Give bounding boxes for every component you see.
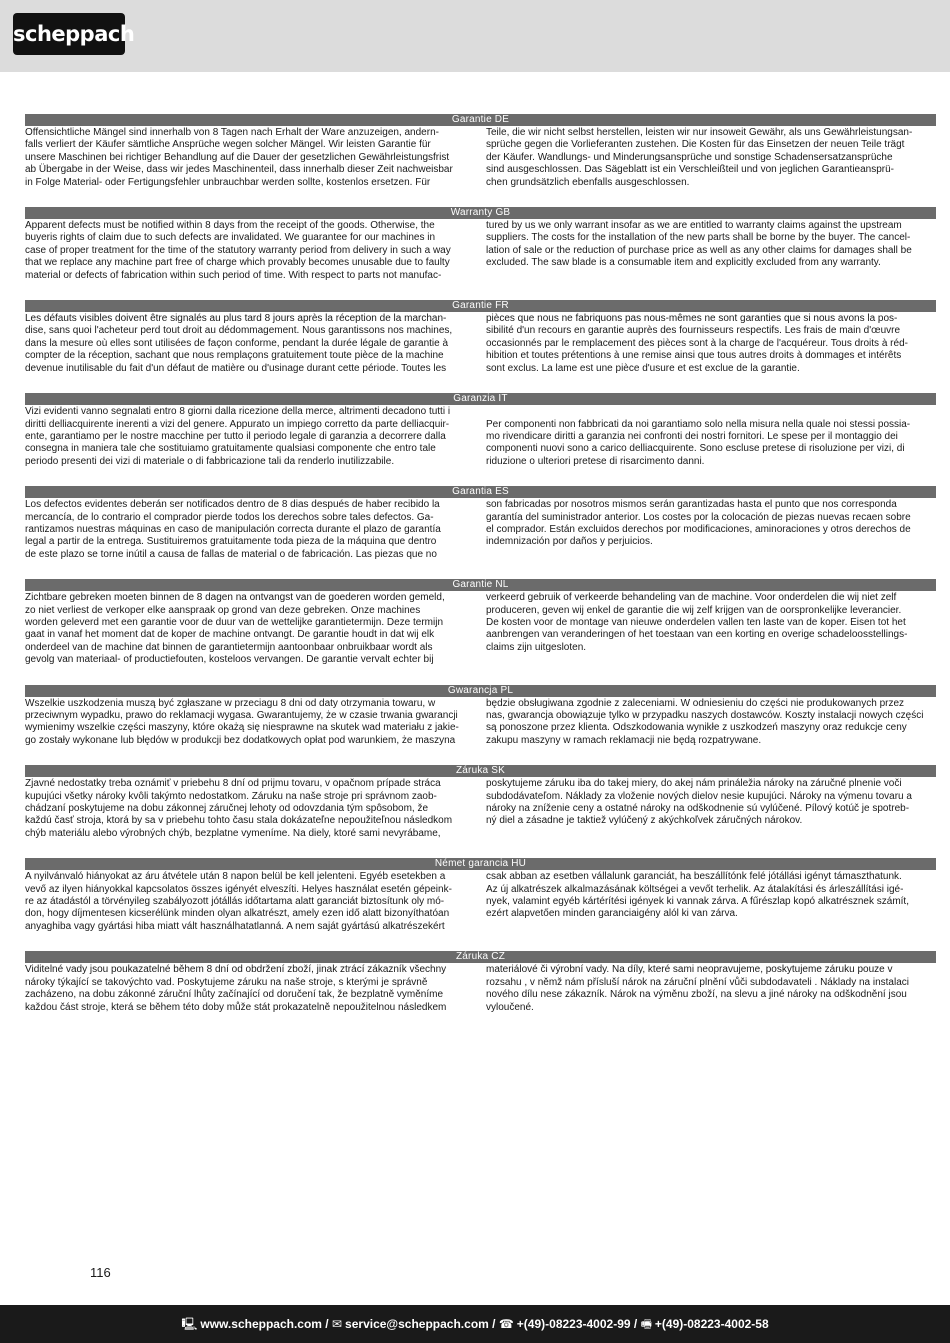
section-title: Garantie FR [25,300,936,312]
section-es [25,486,936,561]
fax-icon: 🖷 [640,1317,652,1331]
section-text-left: Zichtbare gebreken moeten binnen de 8 dagen na ontvangst van de goederen worden gemeld, zo niet verliest de verkoper elke aanspraak op grond van deze gebreken. Onze machines worden geleverd met een garantie voor de duur van de wettelijke garantietermijn. Deze termijn gaat in vanaf het moment dat de koper de machine ontvangt. De garantie houdt in dat wij elk onderdeel van de machine dat binnen de garantietermijn aantoonbaar onbruikbaar wordt als gevolg van materiaal- of productiefouten, kosteloos vervangen. De garantie vervalt echter bij [25,592,445,666]
section-title: Záruka CZ [25,951,936,963]
section-text-left: Viditelné vady jsou poukazatelné během 8 dní od obdržení zboží, jinak ztrácí zákazník všechny nároky týkající se takovýchto vad. Poskytujeme záruku na naše stroje, s kterými je správně zacházeno, na dobu zákonné záruční lhůty začínající od doručení tak, že bezplatně vyměníme každou část stroje, která se během této doby může stát prokazatelně nepoužitelnou následkem [25,964,447,1013]
section-hu [25,858,936,933]
contact-footer [0,1305,950,1343]
section-fr [25,300,936,375]
page-header [0,0,950,72]
section-text-right: poskytujeme záruku iba do takej miery, do akej nám prináležia nároky na záručné plnenie voči subdodávateľom. Náklady za vloženie nových dielov nesie kupujúci. Nároky na výmenu tovaru a nároky na zníženie ceny a ostatné nároky na odškodnenie sú vylúčené. Pílový kotúč je spotreb- ný diel a zásadne je taktiež vylúčený z akýchkoľvek záručných nárokov. [486,778,912,827]
scheppach-logo: scheppach [13,13,125,55]
section-title: Záruka SK [25,765,936,777]
computer-icon: 🖳 [181,1317,198,1331]
section-text-left: A nyilvánvaló hiányokat az áru átvétele után 8 napon belül be kell jelenteni. Egyéb esetekben a vevő az ilyen hiányokkal kapcsolatos összes igényét elveszíti. Helyes használat esetén gépeink- re az átadástól a törvényileg szabályozott jótállás időtartama alatt garanciát biztosítunk oly mó- don, hogy díjmentesen kicserélünk minden olyan alkatrészt, amely ezen idő alatt bizonyíthatóan anyaghiba vagy gyártási hiba miatt vált használhatatlanná. A nem saját gyártású alkatrészekért [25,871,452,932]
warranty-content [25,114,936,1032]
section-cz [25,951,936,1014]
section-pl [25,685,936,748]
section-sk [25,765,936,840]
section-text-right: materiálové či výrobní vady. Na díly, které sami neopravujeme, poskytujeme záruku pouze v rozsahu , v němž nám přísluší nárok na záruční plnění vůči subdodavateli . Náklady na instalaci nového dílu nese zákazník. Nárok na výměnu zboží, na slevu a jiné nároky na odškodnění jsou vyloučené. [486,964,909,1013]
section-text-left: Vizi evidenti vanno segnalati entro 8 giorni dalla ricezione della merce, altrimenti decadono tutti i diritti delliacquirente inerenti a vizi del genere. Appurato un impiego corretto da parte delliacquir- ente, garantiamo per le nostre macchine per tutto il periodo legale di garanzia a decorrere dalla consegna in maniera tale che sostituiamo gratuitamente qualsiasi componente che entro tale periodo presenti dei vizi di materiale o di fabbricazione tali da renderlo inutilizzabile. [25,406,451,467]
section-title: Warranty GB [25,207,936,219]
page-number: 116 [90,1265,111,1280]
footer-web[interactable]: www.scheppach.com / [200,1317,329,1331]
section-text-right: będzie obsługiwana zgodnie z zaleceniami. W odniesieniu do części nie produkowanych przez nas, gwarancja obowiązuje tylko w przypadku naszych dostawców. Koszty instalacji nowych części są ponoszone przez klienta. Odszkodowania wynikłe z uszkodzeń maszyny oraz redukcje ceny zakupu maszyny w ramach reklamacji nie będą rozpatrywane. [486,697,924,746]
section-text-left: Zjavné nedostatky treba oznámiť v priebehu 8 dní od prijmu tovaru, v opačnom prípade stráca kupujúci všetky nároky kvôli takýmto nedostatkom. Záruku na naše stroje pri správnom zaob- chádzaní poskytujeme na dobu zákonnej záručnej lehoty od odovzdania tým spôsobom, že každú časť stroja, ktorá by sa v priebehu tohto času stala dokázateľne nepoužiteľnou následkom chýb materiálu alebo výrobných chýb, bezplatne vymeníme. Na diely, ktoré sami nevyrábame, [25,778,453,839]
section-text-left: Wszelkie uszkodzenia muszą być zgłaszane w przeciagu 8 dni od daty otrzymania towaru, w przeciwnym wypadku, prawo do reklamacji wygasa. Gwarantujemy, że w czasie trwania gwarancji wymienimy wszelkie części maszyny, które okażą się niesprawne na skutek wad materiału z jakie- go zostały wykonane lub błędów w produkcji bez dodatkowych opłat pod warunkiem, że maszyna [25,697,459,746]
section-title: Garantia ES [25,486,936,498]
section-gb [25,207,936,282]
section-text-right: son fabricadas por nosotros mismos serán garantizadas hasta el punto que nos corresponda garantía del suministrador anterior. Los costes por la colocación de piezas nuevas recaen sobre el comprador. Están excluidos derechos por modificaciones, aminoraciones y otros derechos de indemnización por daños y perjuicios. [486,499,911,548]
footer-phone: +(49)-08223-4002-99 / [516,1317,638,1331]
section-text-right: pièces que nous ne fabriquons pas nous-mêmes ne sont garanties que si nous avons la pos- sibilité d'un recours en garantie auprès des fournisseurs respectifs. Les frais de main d'œuvre occasionnés par le remplacement des pièces sont à la charge de l'acquéreur. Tous droits à réd- hibition et toutes prétentions à une remise ainsi que tous autres droits à dommages et intérêts sont exclus. La lame est une pièce d'usure et est exclue de la garantie. [486,313,908,374]
section-title: Gwarancja PL [25,685,936,697]
phone-icon: ☎ [498,1317,514,1331]
mail-icon: ✉ [331,1317,343,1331]
section-title: Garanzia IT [25,393,936,405]
section-text-right: csak abban az esetben vállalunk garanciát, ha beszállítónk felé jótállási igényt támaszthatunk. Az új alkatrészek alkalmazásának költségei a vevőt terhelik. Az átalakítási és árleszállítási igé- nyek, valamint egyéb kártérítési igények ki vannak zárva. A fűrészlap kopó alkatrésznek számít, ezért alapvetően minden garanciaigény alól ki van zárva. [486,871,909,920]
section-text-right: Per componenti non fabbricati da noi garantiamo solo nella misura nella quale noi stessi possia- mo rivendicare diritti a garanzia nei confronti dei nostri fornitori. Le spese per il montaggio dei componenti nuovi sono a carico delliacquirente. Sono escluse pretese di risoluzione per vizi, di riduzione o ulteriori pretese di risarcimento danni. [486,418,911,467]
footer-email[interactable]: service@scheppach.com / [345,1317,496,1331]
section-text-right: verkeerd gebruik of verkeerde behandeling van de machine. Voor onderdelen die wij niet zelf produceren, geven wij enkel de garantie die wij zelf krijgen van de oorspronkelijke leverancier. De kosten voor de montage van nieuwe onderdelen vallen ten laste van de koper. Eisen tot het aanbrengen van veranderingen of het toestaan van een korting en overige schadeloosstellings- claims zijn uitgesloten. [486,592,908,653]
section-title: Garantie DE [25,114,936,126]
section-text-right: Teile, die wir nicht selbst herstellen, leisten wir nur insoweit Gewähr, als uns Gewährleistungsan- sprüche gegen die Vorlieferanten zustehen. Die Kosten für das Einsetzen der neuen Teile trägt der Käufer. Wandlungs- und Minderungsansprüche und sonstige Schadensersatzansprüche sind ausgeschlossen. Das Sägeblatt ist ein Verschleißteil und von jeglichen Garantieansprü- chen grundsätzlich ebenfalls ausgeschlossen. [486,127,913,188]
footer-fax: +(49)-08223-4002-58 [654,1317,769,1331]
section-de [25,114,936,189]
section-text-left: Apparent defects must be notified within 8 days from the receipt of the goods. Otherwise, the buyeris rights of claim due to such defects are invalidated. We guarantee for our machines in case of proper treatment for the time of the statutory warranty period from delivery in such a way that we replace any machine part free of charge which provably becomes unusable due to faulty material or defects of fabrication within such period of time. With respect to parts not manufac- [25,220,451,281]
section-title: Garantie NL [25,579,936,591]
section-text-left: Offensichtliche Mängel sind innerhalb von 8 Tagen nach Erhalt der Ware anzuzeigen, andern- falls verliert der Käufer sämtliche Ansprüche wegen solcher Mängel. Wir leisten Garantie für unsere Maschinen bei richtiger Behandlung auf die Dauer der gesetzlichen Gewährleistungsfrist ab Übergabe in der Weise, dass wir jedes Maschinenteil, dass innerhalb dieser Zeit nachweisbar in Folge Material- oder Fertigungsfehler unbrauchbar werden sollte, kostenlos ersetzen. Für [25,127,453,188]
section-nl [25,579,936,666]
section-text-left: Les défauts visibles doivent être signalés au plus tard 8 jours après la réception de la marchan- dise, sans quoi l'acheteur perd tout droit au dédommagement. Nous garantissons nos machines, dans la mesure où elles sont utilisées de façon conforme, pendant la durée légale de garantie à compter de la réception, sachant que nous remplaçons gratuitement toute pièce de la machine devenue inutilisable du fait d'un défaut de matière ou d'usinage durant cette période. Toutes les [25,313,453,374]
section-it [25,393,936,468]
section-title: Német garancia HU [25,858,936,870]
section-text-left: Los defectos evidentes deberán ser notificados dentro de 8 dias después de haber recibido la mercancía, de lo contrario el comprador pierde todos los derechos sobre tales defectos. Ga- rantizamos nuestras máquinas en caso de manipulación correcta durante el plazo de garantía legal a partir de la entrega. Sustituiremos gratuitamente toda pieza de la máquina que dentro de este plazo se torne inútil a causa de fallas de material o de fabricación. Las piezas que no [25,499,441,560]
section-text-right: tured by us we only warrant insofar as we are entitled to warranty claims against the upstream suppliers. The costs for the installation of the new parts shall be borne by the buyer. The cancel- lation of sale or the reduction of purchase price as well as any other claims for damages shall be excluded. The saw blade is a consumable item and explicitly excluded from any warranty. [486,220,912,269]
